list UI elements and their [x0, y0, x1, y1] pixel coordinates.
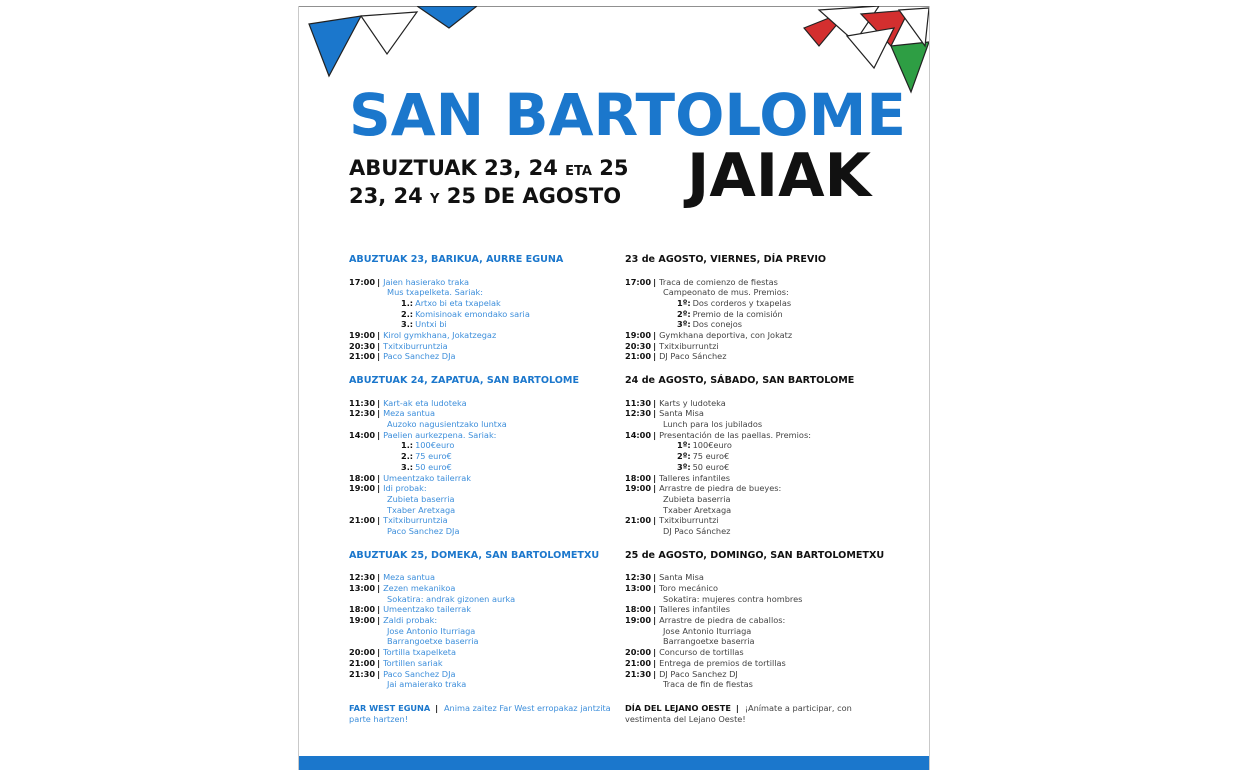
event-time: 17:00: [349, 276, 376, 287]
event-text: Arrastre de piedra de bueyes:: [659, 483, 782, 494]
event-time: 20:30: [625, 340, 652, 351]
event-text: 75 euro€: [692, 451, 730, 462]
bunting-flag-blue: [417, 6, 477, 28]
event-time: 21:00: [349, 657, 376, 668]
event-time: 18:00: [625, 604, 652, 615]
event-list: [625, 277, 895, 363]
event-text: 100€euro: [415, 440, 455, 451]
event-text: Santa Misa: [659, 572, 704, 583]
date-line-basque: [349, 158, 629, 179]
date-line-spanish: [349, 186, 621, 207]
prize-rank: 1º:: [677, 440, 691, 451]
prize-rank: 1.:: [401, 440, 414, 451]
event-time: 17:00: [625, 276, 652, 287]
prize-rank: 1º:: [677, 297, 691, 308]
event-row: [349, 505, 619, 516]
event-text: Kart-ak eta ludoteka: [383, 397, 467, 408]
event-time: 13:00: [625, 582, 652, 593]
separator-bar: |: [377, 604, 381, 615]
event-row: [349, 604, 619, 615]
event-row: [349, 298, 619, 309]
date-conjunction: ETA: [565, 164, 592, 179]
event-time: 18:00: [349, 604, 376, 615]
event-row: [349, 408, 619, 419]
event-row: [625, 669, 895, 680]
event-text: Paco Sanchez DJa: [387, 526, 460, 537]
event-text: Mus txapelketa. Sariak:: [387, 287, 483, 298]
separator-bar: |: [377, 351, 381, 362]
separator-bar: |: [377, 472, 381, 483]
event-row: [625, 309, 895, 320]
event-text: DJ Paco Sanchez DJ: [659, 668, 738, 679]
event-list: [625, 398, 895, 537]
event-row: [625, 277, 895, 288]
event-row: [349, 526, 619, 537]
event-row: [625, 604, 895, 615]
event-row: [625, 615, 895, 626]
event-row: [625, 398, 895, 409]
event-row: [349, 679, 619, 690]
prize-rank: 3.:: [401, 319, 414, 330]
separator-bar: |: [653, 572, 657, 583]
separator-bar: |: [653, 647, 657, 658]
event-row: [349, 341, 619, 352]
event-time: 21:30: [625, 668, 652, 679]
event-row: [349, 594, 619, 605]
event-text: Txaber Aretxaga: [663, 504, 732, 515]
event-text: Sokatira: mujeres contra hombres: [663, 593, 803, 604]
event-time: 13:00: [349, 582, 376, 593]
footer-text: ¡Anímate a participar, con vestimenta del Lejano Oeste!: [625, 703, 852, 724]
event-row: [625, 636, 895, 647]
day-heading: 25 de AGOSTO, DOMINGO, SAN BARTOLOMETXU: [625, 549, 885, 561]
day-heading: ABUZTUAK 23, BARIKUA, AURRE EGUNA: [349, 254, 564, 265]
event-row: [625, 451, 895, 462]
separator-bar: |: [377, 340, 381, 351]
event-text: Barrangoetxe baserria: [663, 636, 755, 647]
event-time: 21:00: [625, 515, 652, 526]
event-row: [349, 398, 619, 409]
day-heading: 23 de AGOSTO, VIERNES, DÍA PREVIO: [625, 254, 827, 265]
event-text: DJ Paco Sánchez: [659, 351, 727, 362]
schedule-column-spanish: [625, 254, 895, 725]
event-row: [625, 505, 895, 516]
event-time: 21:00: [625, 351, 652, 362]
event-text: Dos conejos: [692, 319, 743, 330]
event-row: [349, 636, 619, 647]
separator-bar: |: [653, 397, 657, 408]
event-list: [625, 572, 895, 690]
date-text: 25 DE AGOSTO: [439, 184, 622, 208]
event-text: Zezen mekanikoa: [383, 582, 456, 593]
event-time: 19:00: [349, 483, 376, 494]
separator-bar: |: [432, 703, 441, 713]
event-row: [349, 419, 619, 430]
separator-bar: |: [377, 647, 381, 658]
separator-bar: |: [377, 657, 381, 668]
event-text: Auzoko nagusientzako luntxa: [387, 419, 507, 430]
event-text: Gymkhana deportiva, con Jokatz: [659, 330, 793, 341]
event-text: 100€euro: [692, 440, 732, 451]
event-text: Barrangoetxe baserria: [387, 636, 479, 647]
event-text: Untxi bi: [415, 319, 447, 330]
separator-bar: |: [653, 429, 657, 440]
event-row: [625, 330, 895, 341]
event-text: DJ Paco Sánchez: [663, 526, 731, 537]
event-time: 19:00: [349, 330, 376, 341]
bunting-flag-white: [361, 12, 417, 54]
event-row: [349, 572, 619, 583]
footer-note: [349, 703, 624, 725]
event-time: 20:30: [349, 340, 376, 351]
event-text: 75 euro€: [415, 451, 452, 462]
event-row: [349, 669, 619, 680]
event-row: [625, 319, 895, 330]
event-text: Campeonato de mus. Premios:: [663, 287, 789, 298]
event-text: Jai amaierako traka: [387, 679, 467, 690]
event-row: [349, 583, 619, 594]
event-time: 21:30: [349, 668, 376, 679]
event-text: Lunch para los jubilados: [663, 419, 763, 430]
event-text: Paco Sanchez DJa: [383, 668, 456, 679]
event-row: [625, 494, 895, 505]
event-row: [349, 440, 619, 451]
event-text: Umeentzako tailerrak: [383, 472, 472, 483]
day-heading: ABUZTUAK 24, ZAPATUA, SAN BARTOLOME: [349, 375, 580, 387]
event-row: [625, 430, 895, 441]
event-time: 21:00: [625, 657, 652, 668]
event-text: Tortilla txapelketa: [383, 647, 456, 658]
separator-bar: |: [653, 582, 657, 593]
event-text: Premio de la comisión: [692, 308, 783, 319]
event-text: Kirol gymkhana, Jokatzegaz: [383, 330, 497, 341]
bunting-flag-blue: [309, 16, 361, 76]
event-time: 11:30: [625, 397, 652, 408]
event-text: Santa Misa: [659, 408, 704, 419]
festival-poster: [298, 6, 930, 770]
prize-rank: 3º:: [677, 461, 691, 472]
date-text: 23, 24: [349, 184, 431, 208]
poster-subtitle-jaiak: JAIAK: [687, 141, 872, 211]
separator-bar: |: [653, 657, 657, 668]
separator-bar: |: [377, 483, 381, 494]
event-text: Komisinoak emondako saria: [415, 308, 530, 319]
event-time: 19:00: [625, 330, 652, 341]
event-time: 19:00: [349, 615, 376, 626]
bunting-flag-white: [899, 8, 929, 46]
event-text: Umeentzako tailerrak: [383, 604, 472, 615]
event-row: [349, 287, 619, 298]
event-row: [625, 658, 895, 669]
event-row: [625, 298, 895, 309]
event-row: [625, 647, 895, 658]
event-text: Tortillen sariak: [383, 657, 443, 668]
event-text: Sokatira: andrak gizonen aurka: [387, 593, 516, 604]
bottom-bar: [299, 756, 929, 770]
separator-bar: |: [653, 472, 657, 483]
event-time: 19:00: [625, 483, 652, 494]
event-row: [349, 351, 619, 362]
event-row: [349, 658, 619, 669]
event-text: Zubieta baserria: [663, 493, 731, 504]
event-row: [625, 341, 895, 352]
event-text: Talleres infantiles: [659, 472, 731, 483]
event-text: Arrastre de piedra de caballos:: [659, 615, 786, 626]
event-row: [349, 451, 619, 462]
event-time: 21:00: [349, 515, 376, 526]
event-row: [349, 483, 619, 494]
separator-bar: |: [653, 615, 657, 626]
event-text: Meza santua: [383, 408, 435, 419]
event-time: 18:00: [349, 472, 376, 483]
day-heading: 24 de AGOSTO, SÁBADO, SAN BARTOLOME: [625, 375, 855, 387]
event-time: 12:30: [349, 572, 376, 583]
event-row: [349, 430, 619, 441]
separator-bar: |: [653, 351, 657, 362]
event-text: Txaber Aretxaga: [387, 504, 456, 515]
event-text: Paelien aurkezpena. Sariak:: [383, 429, 497, 440]
separator-bar: |: [653, 408, 657, 419]
event-row: [349, 515, 619, 526]
separator-bar: |: [653, 276, 657, 287]
event-text: Toro mecánico: [659, 582, 718, 593]
separator-bar: |: [377, 330, 381, 341]
event-row: [349, 473, 619, 484]
event-text: Zubieta baserria: [387, 493, 455, 504]
prize-rank: 3.:: [401, 461, 414, 472]
event-text: Txitxiburruntzia: [383, 340, 448, 351]
event-row: [625, 626, 895, 637]
event-row: [625, 572, 895, 583]
date-text: 25: [591, 156, 629, 180]
event-list: [349, 277, 619, 363]
event-row: [625, 351, 895, 362]
prize-rank: 2.:: [401, 308, 414, 319]
date-text: ABUZTUAK 23, 24: [349, 156, 566, 180]
event-text: Txitxiburruntzia: [383, 515, 448, 526]
event-row: [625, 483, 895, 494]
event-text: Karts y ludoteka: [659, 397, 726, 408]
separator-bar: |: [653, 668, 657, 679]
event-row: [625, 287, 895, 298]
event-row: [625, 583, 895, 594]
event-text: Artxo bi eta txapelak: [415, 297, 501, 308]
event-list: [349, 398, 619, 537]
event-time: 19:00: [625, 615, 652, 626]
event-text: Presentación de las paellas. Premios:: [659, 429, 811, 440]
separator-bar: |: [377, 515, 381, 526]
footer-note: [625, 703, 885, 725]
event-time: 12:30: [625, 408, 652, 419]
separator-bar: |: [653, 604, 657, 615]
event-row: [625, 679, 895, 690]
event-text: Txitxiburruntzi: [659, 515, 719, 526]
prize-rank: 2º:: [677, 451, 691, 462]
event-row: [625, 462, 895, 473]
event-row: [349, 462, 619, 473]
footer-heading: FAR WEST EGUNA: [349, 703, 431, 713]
schedule-column-basque: [349, 254, 619, 725]
event-text: 50 euro€: [692, 461, 730, 472]
prize-rank: 3º:: [677, 319, 691, 330]
event-text: 50 euro€: [415, 461, 452, 472]
event-row: [349, 615, 619, 626]
day-heading: ABUZTUAK 25, DOMEKA, SAN BARTOLOMETXU: [349, 549, 600, 561]
event-row: [625, 473, 895, 484]
separator-bar: |: [653, 330, 657, 341]
event-time: 11:30: [349, 397, 376, 408]
event-text: Meza santua: [383, 572, 435, 583]
event-row: [625, 408, 895, 419]
event-row: [625, 440, 895, 451]
event-row: [625, 526, 895, 537]
event-row: [349, 647, 619, 658]
separator-bar: |: [377, 429, 381, 440]
event-text: Jose Antonio Iturriaga: [387, 625, 476, 636]
separator-bar: |: [653, 340, 657, 351]
footer-heading: DÍA DEL LEJANO OESTE: [625, 703, 731, 713]
prize-rank: 2º:: [677, 308, 691, 319]
event-text: Traca de fin de fiestas: [663, 679, 753, 690]
separator-bar: |: [377, 582, 381, 593]
prize-rank: 2.:: [401, 451, 414, 462]
event-row: [349, 277, 619, 288]
event-row: [625, 515, 895, 526]
separator-bar: |: [377, 276, 381, 287]
separator-bar: |: [377, 572, 381, 583]
event-time: 14:00: [625, 429, 652, 440]
prize-rank: 1.:: [401, 297, 414, 308]
event-time: 20:00: [349, 647, 376, 658]
separator-bar: |: [377, 408, 381, 419]
poster-title: SAN BARTOLOME: [349, 81, 906, 149]
separator-bar: |: [377, 668, 381, 679]
event-text: Idi probak:: [383, 483, 427, 494]
footer-text: Anima zaitez Far West erropakaz jantzita parte hartzen!: [349, 703, 611, 724]
event-row: [349, 319, 619, 330]
separator-bar: |: [653, 515, 657, 526]
event-time: 18:00: [625, 472, 652, 483]
separator-bar: |: [732, 703, 742, 713]
event-time: 12:30: [625, 572, 652, 583]
event-text: Entrega de premios de tortillas: [659, 657, 786, 668]
event-row: [349, 626, 619, 637]
event-row: [349, 330, 619, 341]
separator-bar: |: [377, 615, 381, 626]
event-text: Zaldi probak:: [383, 615, 438, 626]
event-text: Talleres infantiles: [659, 604, 731, 615]
event-text: Jose Antonio Iturriaga: [663, 625, 752, 636]
event-text: Txitxiburruntzi: [659, 340, 719, 351]
separator-bar: |: [653, 483, 657, 494]
event-row: [349, 309, 619, 320]
event-row: [625, 419, 895, 430]
event-text: Jaien hasierako traka: [383, 276, 470, 287]
event-row: [349, 494, 619, 505]
event-time: 14:00: [349, 429, 376, 440]
date-conjunction: Y: [430, 192, 440, 207]
event-time: 20:00: [625, 647, 652, 658]
event-text: Concurso de tortillas: [659, 647, 744, 658]
event-text: Traca de comienzo de fiestas: [659, 276, 778, 287]
event-row: [625, 594, 895, 605]
event-time: 21:00: [349, 351, 376, 362]
event-list: [349, 572, 619, 690]
event-time: 12:30: [349, 408, 376, 419]
event-text: Dos corderos y txapelas: [692, 297, 792, 308]
event-text: Paco Sanchez DJa: [383, 351, 456, 362]
separator-bar: |: [377, 397, 381, 408]
